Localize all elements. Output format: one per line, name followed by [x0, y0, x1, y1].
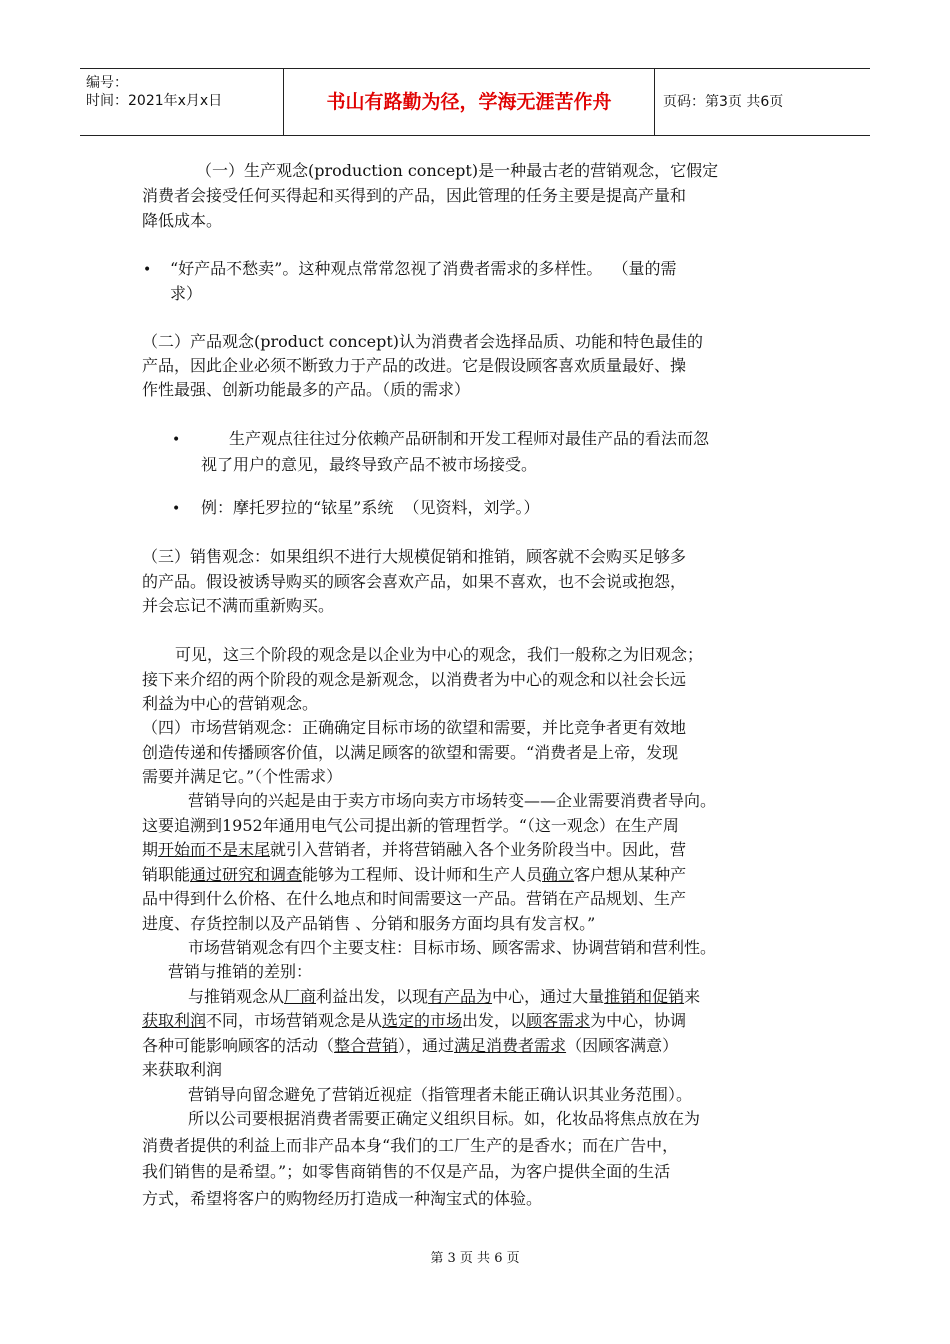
bullet-2-line-2: 视了用户的意见，最终导致产品不被市场接受。 [201, 455, 538, 474]
header-meta [80, 69, 284, 135]
paragraph-4-line-3: 利益为中心的营销观念。 [142, 694, 319, 713]
bullet-icon: • [172, 501, 181, 517]
paragraph-6-line-4: 销职能通过研究和调查能够为工程师、设计师和生产人员确立客户想从某种产 [142, 865, 687, 884]
underlined-phrase: 确立 [542, 865, 575, 884]
underlined-phrase: 开始而不是末尾 [158, 840, 271, 859]
bullet-3: 例：摩托罗拉的“铱星”系统 （见资料，刘学。） [201, 498, 540, 517]
paragraph-1-line-3: 降低成本。 [142, 211, 223, 230]
paragraph-6-line-1: 营销导向的兴起是由于卖方市场向卖方市场转变——企业需要消费者导向。 [188, 791, 717, 810]
motto: 书山有路勤为径，学海无涯苦作舟 [284, 69, 655, 135]
bullet-icon: • [143, 262, 152, 278]
paragraph-4-line-2: 接下来介绍的两个阶段的观念是新观念，以消费者为中心的观念和以社会长远 [142, 670, 687, 689]
paragraph-6-line-2: 这要追溯到1952年通用电气公司提出新的管理哲学。“（这一观念）在生产周 [142, 816, 679, 835]
paragraph-10: 营销导向留念避免了营销近视症（指管理者未能正确认识其业务范围）。 [188, 1085, 693, 1104]
underlined-phrase: 顾客需求 [526, 1011, 591, 1030]
paragraph-11-line-4: 方式，希望将客户的购物经历打造成一种淘宝式的体验。 [142, 1189, 543, 1208]
paragraph-9-line-2: 获取利润不同，市场营销观念是从选定的市场出发，以顾客需求为中心，协调 [142, 1011, 687, 1030]
paragraph-1-line-1: （一）生产观念(production concept)是一种最古老的营销观念，它假定 [196, 161, 719, 180]
page-indicator: 页码：第3页 共6页 [663, 94, 784, 110]
paragraph-11-line-3: 我们销售的是希望。”；如零售商销售的不仅是产品，为客户提供全面的生活 [142, 1162, 671, 1181]
paragraph-5-line-1: （四）市场营销观念：正确确定目标市场的欲望和需要，并比竞争者更有效地 [142, 718, 687, 737]
paragraph-9-line-1: 与推销观念从厂商利益出发，以现有产品为中心，通过大量推销和促销来 [188, 987, 701, 1006]
paragraph-6-line-3: 期开始而不是末尾就引入营销者，并将营销融入各个业务阶段当中。因此，营 [142, 840, 687, 859]
paragraph-2-line-3: 作性最强、创新功能最多的产品。（质的需求） [142, 380, 471, 399]
paragraph-11-line-2: 消费者提供的利益上而非产品本身“我们的工厂生产的是香水；而在广告中， [142, 1136, 679, 1155]
bullet-1-line-2: 求） [170, 284, 203, 303]
underlined-phrase: 厂商 [284, 987, 317, 1006]
paragraph-6-line-5: 品中得到什么价格、在什么地点和时间需要这一产品。营销在产品规划、生产 [142, 889, 687, 908]
paragraph-9-line-3: 各种可能影响顾客的活动（整合营销），通过满足消费者需求（因顾客满意） [142, 1036, 679, 1055]
underlined-phrase: 选定的市场 [382, 1011, 463, 1030]
underlined-phrase: 满足消费者需求 [454, 1036, 567, 1055]
time-label: 时间：2021年x月x日 [86, 93, 223, 109]
paragraph-3-line-1: （三）销售观念：如果组织不进行大规模促销和推销，顾客就不会购买足够多 [142, 547, 687, 566]
page-header [80, 68, 870, 136]
underlined-phrase: 有产品为 [428, 987, 493, 1006]
paragraph-3-line-3: 并会忘记不满而重新购买。 [142, 596, 335, 615]
paragraph-5-line-2: 创造传递和传播顾客价值，以满足顾客的欲望和需要。“消费者是上帝，发现 [142, 743, 679, 762]
bullet-icon: • [172, 432, 181, 448]
number-label: 编号： [86, 75, 128, 91]
paragraph-6-line-6: 进度、存货控制以及产品销售 、分销和服务方面均具有发言权。” [142, 914, 596, 933]
underlined-phrase: 获取利润 [142, 1011, 207, 1030]
bullet-1-line-1: “好产品不愁卖”。这种观点常常忽视了消费者需求的多样性。 （量的需 [170, 259, 677, 278]
paragraph-4-line-1: 可见，这三个阶段的观念是以企业为中心的观念，我们一般称之为旧观念； [175, 645, 704, 664]
paragraph-7: 市场营销观念有四个主要支柱：目标市场、顾客需求、协调营销和营利性。 [188, 938, 717, 957]
paragraph-2-line-2: 产品，因此企业必须不断致力于产品的改进。它是假设顾客喜欢质量最好、操 [142, 356, 687, 375]
bullet-2-line-1: 生产观点往往过分依赖产品研制和开发工程师对最佳产品的看法而忽 [229, 429, 710, 448]
underlined-phrase: 推销和促销 [604, 987, 685, 1006]
paragraph-1-line-2: 消费者会接受任何买得起和买得到的产品，因此管理的任务主要是提高产量和 [142, 186, 687, 205]
underlined-phrase: 整合营销 [334, 1036, 399, 1055]
paragraph-9-line-4: 来获取利润 [142, 1060, 223, 1079]
page-footer: 第 3 页 共 6 页 [430, 1251, 520, 1266]
underlined-phrase: 通过研究和调查 [190, 865, 303, 884]
paragraph-8: 营销与推销的差别： [168, 962, 313, 981]
paragraph-5-line-3: 需要并满足它。”（个性需求） [142, 767, 343, 786]
paragraph-3-line-2: 的产品。假设被诱导购买的顾客会喜欢产品，如果不喜欢，也不会说或抱怨， [142, 572, 687, 591]
paragraph-11-line-1: 所以公司要根据消费者需要正确定义组织目标。如，化妆品将焦点放在为 [188, 1109, 701, 1128]
paragraph-2-line-1: （二）产品观念(product concept)认为消费者会选择品质、功能和特色最佳的 [142, 332, 704, 351]
